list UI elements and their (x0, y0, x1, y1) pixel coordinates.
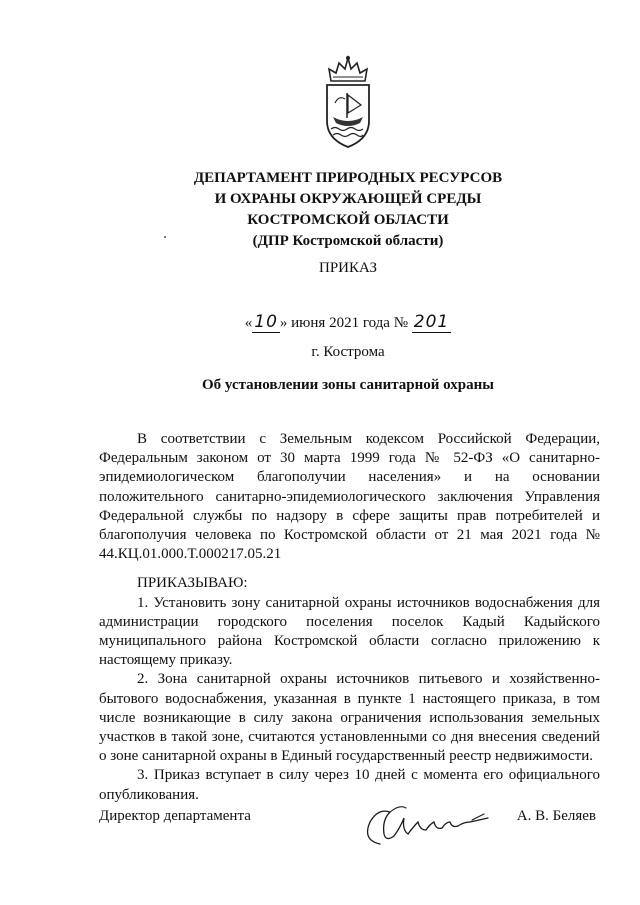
order-date-number (0, 312, 640, 332)
signer-name: А. В. Беляев (516, 808, 596, 824)
city: г. Кострома (311, 344, 385, 360)
document-type: ПРИКАЗ (319, 260, 377, 276)
order-item-3: 3. Приказ вступает в силу через 10 дней с момента его официального опубликования. (99, 767, 600, 803)
order-day: 10 (254, 312, 278, 332)
orders-heading: ПРИКАЗЫВАЮ: (137, 575, 248, 592)
signer-position: Директор департамента (99, 808, 251, 824)
coat-of-arms-icon (317, 55, 379, 150)
open-quote: « (244, 315, 253, 331)
signature-block (99, 808, 600, 838)
order-subject: Об установлении зоны санитарной охраны (201, 377, 494, 393)
order-item-2: 2. Зона санитарной охраны источников питьевого и хозяйственно-бытового водоснабжения, указанная в пункте 1 настоящего приказа, в том числе возникающие в силу закона ограничения использования земельных участков в такой зоне, считаются установленными со дня внесения сведений о зоне санитарной охраны в Единый государственный реестр недвижимости. (99, 671, 600, 765)
document-body (99, 430, 600, 805)
org-line-2: И ОХРАНЫ ОКРУЖАЮЩЕЙ СРЕДЫ (214, 191, 482, 207)
order-item-1: 1. Установить зону санитарной охраны источников водоснабжения для администрации городского поселения поселок Кадый Кадыйского муниципального района Костромской области согласно приложению к настоящему приказу. (99, 594, 600, 669)
order-number: 201 (413, 312, 450, 332)
org-line-3: КОСТРОМСКОЙ ОБЛАСТИ (247, 212, 449, 228)
org-line-1: ДЕПАРТАМЕНТ ПРИРОДНЫХ РЕСУРСОВ (193, 170, 503, 186)
preamble-paragraph: В соответствии с Земельным кодексом Российской Федерации, Федеральным законом от 30 марта 1999 года № 52-ФЗ «О санитарно-эпидемиологическом благополучии населения» и на основании положительного санитарно-эпидемиологического заключения Управления Федеральной службы по надзору в сфере защиты прав потребителей и благополучия человека по Костромской области от 21 мая 2021 года № 44.КЦ.01.000.Т.000217.05.21 (99, 431, 600, 563)
order-month-year: » июня 2021 года № (279, 315, 412, 331)
scan-speck (164, 236, 166, 238)
organization-name (0, 168, 640, 252)
org-line-4: (ДПР Костромской области) (252, 233, 444, 249)
